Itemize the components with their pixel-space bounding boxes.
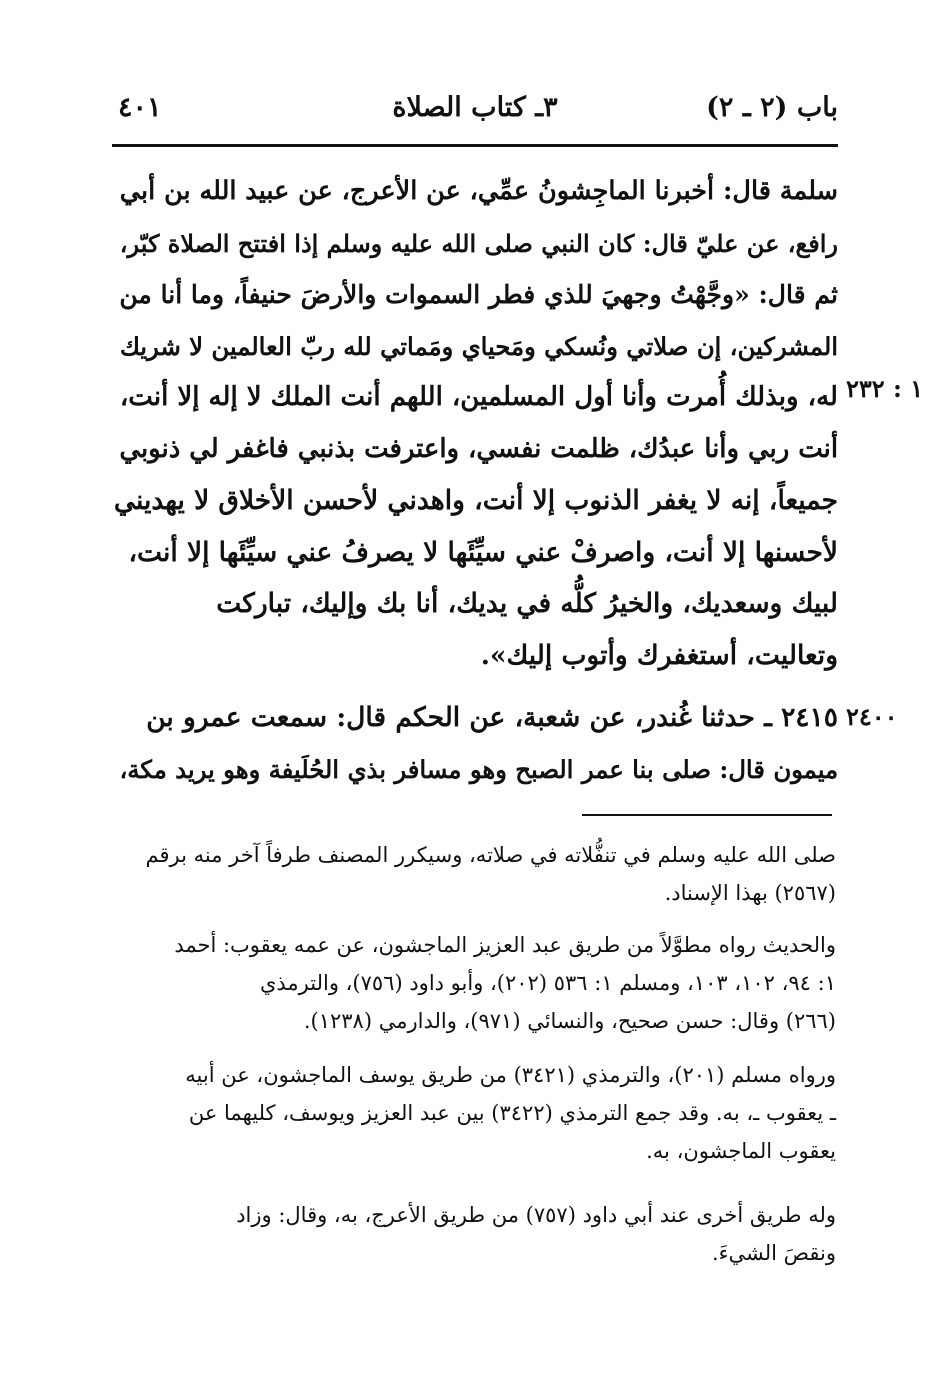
footnote-paragraph — [118, 1196, 836, 1272]
text-line: لبيك وسعديك، والخيرُ كلُّه في يديك، أنا بك وإليك، تباركت — [216, 588, 838, 619]
footnote-divider — [582, 814, 832, 816]
page-number: ٤٠١ — [118, 92, 162, 123]
text-line: جميعاً، إنه لا يغفر الذنوب إلا أنت، واهدني لأحسن الأخلاق لا يهديني — [113, 485, 838, 516]
footnote-line: ورواه مسلم (٢٠١)، والترمذي (٣٤٢١) من طريق يوسف الماجشون، عن أبيه — [185, 1063, 836, 1087]
footnote-line: والحديث رواه مطوَّلاً من طريق عبد العزيز الماجشون، عن عمه يعقوب: أحمد — [174, 933, 836, 957]
text-line: لأحسنها إلا أنت، واصرفْ عني سيِّئَها لا يصرفُ عني سيِّئَها إلا أنت، — [128, 536, 838, 568]
margin-reference: ٢٤٠٠ — [846, 702, 898, 731]
footnote-line: صلى الله عليه وسلم في تنفُّلاته في صلاته، وسيكرر المصنف طرفاً آخر منه برقم — [145, 843, 836, 867]
text-line: له، وبذلك أُمرت وأنا أول المسلمين، اللهم أنت الملك لا إله إلا أنت، — [119, 382, 838, 412]
footnote-line: (٢٦٦) وقال: حسن صحيح، والنسائي (٩٧١)، والدارمي (١٢٣٨). — [303, 1009, 836, 1033]
text-line: أنت ربي وأنا عبدُك، ظلمت نفسي، واعترفت بذنبي فاغفر لي ذنوبي — [119, 433, 838, 464]
footnote-line: يعقوب الماجشون، به. — [646, 1139, 836, 1163]
header-divider — [112, 144, 838, 147]
footnote-line: وله طريق أخرى عند أبي داود (٧٥٧) من طريق الأعرج، به، وقال: وزاد — [236, 1203, 836, 1227]
footnote-line: ونقصَ الشيءَ. — [711, 1241, 836, 1265]
hadith-text-continued — [112, 166, 838, 681]
margin-reference: ١ : ٢٣٢ — [846, 374, 924, 403]
footnote-paragraph — [118, 1056, 836, 1170]
hadith-2415 — [112, 692, 838, 795]
text-line: سلمة قال: أخبرنا الماجِشونُ عمِّي، عن الأعرج، عن عبيد الله بن أبي — [119, 176, 838, 206]
text-line: المشركين، إن صلاتي ونُسكي ومَحياي ومَماتي لله ربّ العالمين لا شريك — [119, 331, 838, 361]
text-line: رافع، عن عليّ قال: كان النبي صلى الله عليه وسلم إذا افتتح الصلاة كبّر، — [119, 228, 838, 258]
footnote-line: ١: ٩٤، ١٠٢، ١٠٣، ومسلم ١: ٥٣٦ (٢٠٢)، وأبو داود (٧٥٦)، والترمذي — [259, 971, 836, 995]
page-header — [112, 92, 838, 132]
text-line: ميمون قال: صلى بنا عمر الصبح وهو مسافر بذي الحُلَيفة وهو يريد مكة، — [119, 754, 838, 784]
footnote-line: (٢٥٦٧) بهذا الإسناد. — [664, 881, 836, 905]
chapter-heading: باب (٢ ـ ٢) — [706, 92, 838, 123]
book-title: ٣ـ كتاب الصلاة — [392, 92, 558, 123]
text-line: ٢٤١٥ ـ حدثنا غُندر، عن شعبة، عن الحكم قال: سمعت عمرو بن — [146, 702, 838, 733]
text-line: وتعاليت، أستغفرك وأتوب إليك». — [480, 639, 838, 671]
footnote-paragraph — [118, 926, 836, 1040]
footnote-paragraph — [118, 836, 836, 912]
text-line: ثم قال: «وجَّهْتُ وجهيَ للذي فطر السموات والأرضَ حنيفاً، وما أنا من — [119, 279, 838, 309]
footnote-line: ـ يعقوب ـ، به. وقد جمع الترمذي (٣٤٢٢) بين عبد العزيز ويوسف، كليهما عن — [188, 1101, 836, 1125]
